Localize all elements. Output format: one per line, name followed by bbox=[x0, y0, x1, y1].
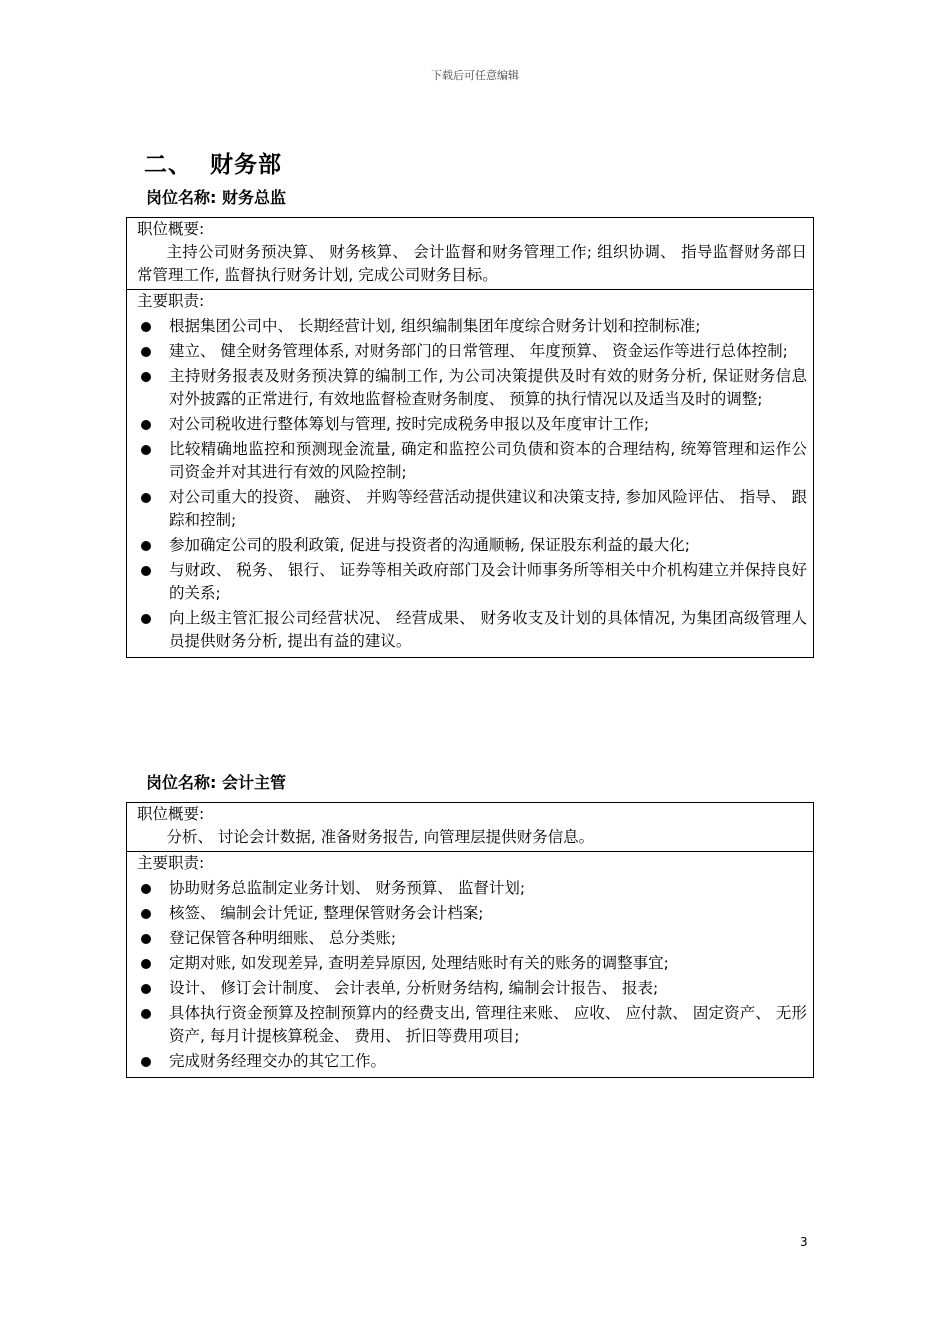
duty-item: 向上级主管汇报公司经营状况、 经营成果、 财务收支及计划的具体情况, 为集团高级管理人员提供财务分析, 提出有益的建议。 bbox=[137, 607, 807, 653]
position-box-cfo bbox=[126, 217, 814, 658]
page-number: 3 bbox=[800, 1235, 808, 1249]
page-header: 下载后可任意编辑 bbox=[431, 69, 519, 82]
duty-item: 协助财务总监制定业务计划、 财务预算、 监督计划; bbox=[137, 877, 807, 900]
duty-item: 登记保管各种明细账、 总分类账; bbox=[137, 927, 807, 950]
duties-section bbox=[127, 852, 813, 1077]
duty-item: 核签、 编制会计凭证, 整理保管财务会计档案; bbox=[137, 902, 807, 925]
overview-section bbox=[127, 803, 813, 852]
duty-item: 根据集团公司中、 长期经营计划, 组织编制集团年度综合财务计划和控制标准; bbox=[137, 315, 807, 338]
overview-label: 职位概要: bbox=[137, 220, 205, 238]
duties-list bbox=[137, 877, 807, 1073]
section-title bbox=[144, 146, 282, 179]
position-title-accounting-supervisor: 岗位名称: 会计主管 bbox=[146, 773, 286, 792]
duty-item: 与财政、 税务、 银行、 证券等相关政府部门及会计师事务所等相关中介机构建立并保持良好的关系; bbox=[137, 559, 807, 605]
duty-item: 设计、 修订会计制度、 会计表单, 分析财务结构, 编制会计报告、 报表; bbox=[137, 977, 807, 1000]
duties-list bbox=[137, 315, 807, 653]
duty-item: 参加确定公司的股利政策, 促进与投资者的沟通顺畅, 保证股东利益的最大化; bbox=[137, 534, 807, 557]
duty-item: 比较精确地监控和预测现金流量, 确定和监控公司负债和资本的合理结构, 统筹管理和运作公司资金并对其进行有效的风险控制; bbox=[137, 438, 807, 484]
duty-item: 对公司税收进行整体筹划与管理, 按时完成税务申报以及年度审计工作; bbox=[137, 413, 807, 436]
duties-section bbox=[127, 290, 813, 657]
position-title-cfo: 岗位名称: 财务总监 bbox=[146, 188, 286, 207]
duty-item: 定期对账, 如发现差异, 查明差异原因, 处理结账时有关的账务的调整事宜; bbox=[137, 952, 807, 975]
duty-item: 建立、 健全财务管理体系, 对财务部门的日常管理、 年度预算、 资金运作等进行总体控制; bbox=[137, 340, 807, 363]
duty-item: 具体执行资金预算及控制预算内的经费支出, 管理往来账、 应收、 应付款、 固定资产、 无形资产, 每月计提核算税金、 费用、 折旧等费用项目; bbox=[137, 1002, 807, 1048]
overview-text: 分析、 讨论会计数据, 准备财务报告, 向管理层提供财务信息。 bbox=[166, 828, 595, 846]
section-number: 二、 bbox=[144, 152, 192, 178]
duty-item: 对公司重大的投资、 融资、 并购等经营活动提供建议和决策支持, 参加风险评估、 指导、 跟踪和控制; bbox=[137, 486, 807, 532]
section-name: 财务部 bbox=[210, 152, 282, 178]
overview-section bbox=[127, 218, 813, 290]
duties-label: 主要职责: bbox=[137, 854, 205, 872]
duty-item: 完成财务经理交办的其它工作。 bbox=[137, 1050, 807, 1073]
position-box-accounting-supervisor bbox=[126, 802, 814, 1078]
overview-label: 职位概要: bbox=[137, 805, 205, 823]
duty-item: 主持财务报表及财务预决算的编制工作, 为公司决策提供及时有效的财务分析, 保证财务信息对外披露的正常进行, 有效地监督检查财务制度、 预算的执行情况以及适当及时的调整; bbox=[137, 365, 807, 411]
duties-label: 主要职责: bbox=[137, 292, 205, 310]
overview-text: 主持公司财务预决算、 财务核算、 会计监督和财务管理工作; 组织协调、 指导监督财务部日常管理工作, 监督执行财务计划, 完成公司财务目标。 bbox=[137, 243, 807, 284]
